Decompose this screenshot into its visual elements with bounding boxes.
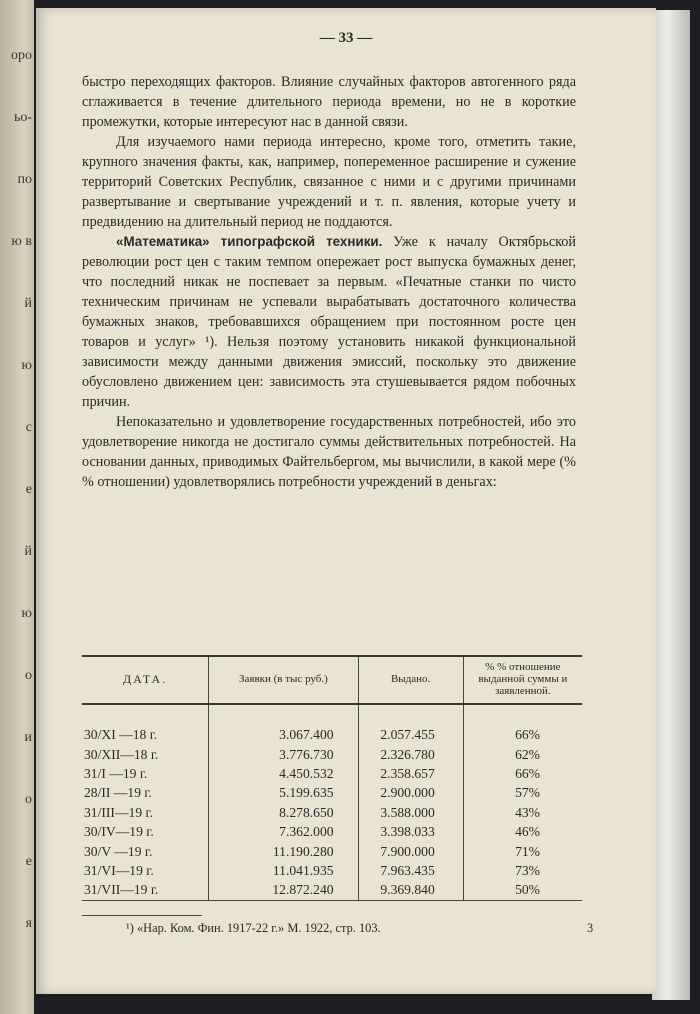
left-page-fragment: и <box>24 730 32 745</box>
funding-table <box>82 655 582 901</box>
table-body <box>82 704 582 900</box>
left-page-fragment: й <box>24 544 32 559</box>
left-page-fragment: о <box>25 668 32 683</box>
header-requests: Заявки (в тыс руб.) <box>209 656 358 704</box>
table-row <box>82 841 582 860</box>
footnote-rule <box>82 915 202 916</box>
table-row <box>82 744 582 763</box>
book-page <box>36 8 656 994</box>
row-requests: 3.067.400 <box>209 725 358 744</box>
row-date: 30/V —19 г. <box>84 843 153 859</box>
row-date: 31/III—19 г. <box>84 804 153 820</box>
header-percent: % % отношение выданной суммы и заявленной. <box>463 656 582 704</box>
left-page-fragment: оро <box>11 48 32 63</box>
row-issued: 2.057.455 <box>358 725 463 744</box>
row-requests: 11.041.935 <box>209 861 358 880</box>
row-issued: 3.398.033 <box>358 822 463 841</box>
table-spacer-row <box>82 704 582 725</box>
page-stack-edge <box>652 10 690 1000</box>
left-page-fragment: е <box>25 482 32 497</box>
left-page-fragment: ю <box>21 358 32 373</box>
row-issued: 2.358.657 <box>358 764 463 783</box>
left-page-fragment: по <box>17 172 32 187</box>
row-percent: 62% <box>463 744 582 763</box>
left-page-fragment: о <box>25 792 32 807</box>
paragraph-1: быстро переходящих факторов. Влияние случайных факторов автогенного ряда сглаживается в течение длительного периода времени, но не в короткие промежутки, которые интересуют нас в данной связи. <box>82 74 576 130</box>
table-row <box>82 803 582 822</box>
table-row <box>82 764 582 783</box>
row-requests: 5.199.635 <box>209 783 358 802</box>
left-page-edge <box>0 0 34 1014</box>
row-percent: 73% <box>463 861 582 880</box>
row-date: 30/IV—19 г. <box>84 824 154 840</box>
table-row <box>82 783 582 802</box>
row-date: 30/XII—18 г. <box>84 746 159 762</box>
table-row <box>82 725 582 744</box>
paragraph-2: Для изучаемого нами периода интересно, кроме того, отметить такие, крупного значения факты, как, например, попеременное расширение и сужение территорий Советских Республик, связанное с ними и с другими причинами развертывание и свертывание учреждений и т. п. явления, которые учету и предвидению на длительный период не поддаются. <box>82 134 576 230</box>
row-date: 31/VI—19 г. <box>84 862 154 878</box>
table-header-row <box>82 656 582 704</box>
row-requests: 4.450.532 <box>209 764 358 783</box>
signature-mark: 3 <box>587 921 594 935</box>
row-issued: 2.900.000 <box>358 783 463 802</box>
row-issued: 7.963.435 <box>358 861 463 880</box>
row-issued: 7.900.000 <box>358 841 463 860</box>
left-page-fragment: с <box>25 420 32 435</box>
left-page-fragment: ю <box>21 606 32 621</box>
left-page-fragment: е <box>25 854 32 869</box>
row-date: 30/XI —18 г. <box>84 727 158 743</box>
row-percent: 50% <box>463 880 582 900</box>
table-row <box>82 822 582 841</box>
row-issued: 2.326.780 <box>358 744 463 763</box>
row-percent: 57% <box>463 783 582 802</box>
table-row <box>82 861 582 880</box>
paragraph-4: Непоказательно и удовлетворение государственных потребностей, ибо это удовлетворение никогда не достигало суммы действительных потребностей. На основании данных, приводимых Файтельбергом, мы вычислили, в какой мере (% % отношении) удовлетворялись потребности учреждений в деньгах: <box>82 414 576 490</box>
paragraph-3 <box>82 232 576 412</box>
footnote: ¹) «Нар. Ком. Фин. 1917-22 г.» М. 1922, стр. 103. <box>126 921 381 935</box>
table-row <box>82 880 582 900</box>
row-requests: 11.190.280 <box>209 841 358 860</box>
row-requests: 12.872.240 <box>209 880 358 900</box>
row-issued: 3.588.000 <box>358 803 463 822</box>
left-page-fragment: й <box>24 296 32 311</box>
left-page-fragment: ю в <box>11 234 32 249</box>
row-percent: 71% <box>463 841 582 860</box>
header-issued: Выдано. <box>358 656 463 704</box>
left-page-fragment: я <box>25 916 32 931</box>
paragraph-3-heading: «Математика» типографской техники. <box>116 234 383 249</box>
row-date: 28/II —19 г. <box>84 785 152 801</box>
row-percent: 66% <box>463 764 582 783</box>
row-percent: 66% <box>463 725 582 744</box>
row-requests: 7.362.000 <box>209 822 358 841</box>
row-percent: 46% <box>463 822 582 841</box>
header-date: ДАТА. <box>82 656 209 704</box>
left-page-fragment: ьо- <box>13 110 32 125</box>
page-body <box>82 72 576 492</box>
page-number: — 33 — <box>319 30 373 46</box>
row-date: 31/VII—19 г. <box>82 880 209 900</box>
row-requests: 8.278.650 <box>209 803 358 822</box>
row-requests: 3.776.730 <box>209 744 358 763</box>
row-percent: 43% <box>463 803 582 822</box>
paragraph-3-text: Уже к началу Октябрьской революции рост цен с таким темпом опережает рост выпуска бумажных денег, что последний никак не поспевает за первым. «Печатные станки по чисто техническим причинам не успевали вырабатывать достаточного количества бумажных знаков, требовавшихся обращением при постоянном росте цен товаров и услуг» ¹). Нельзя поэтому установить никакой функциональной зависимости между данными движения эмиссий, поскольку это движение обусловлено движением цен: зависимость эта стушевывается рядом побочных причин. <box>82 234 576 410</box>
row-issued: 9.369.840 <box>358 880 463 900</box>
row-date: 31/I —19 г. <box>84 765 148 781</box>
